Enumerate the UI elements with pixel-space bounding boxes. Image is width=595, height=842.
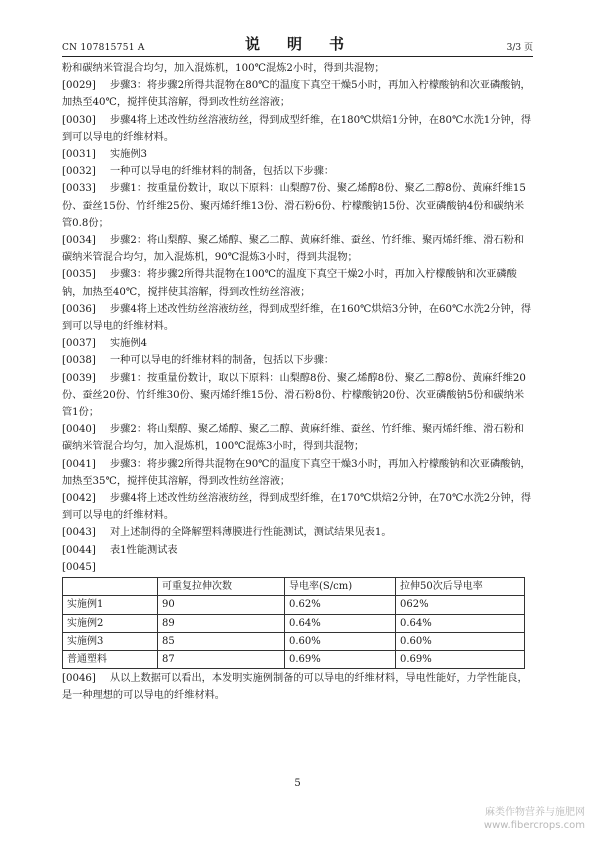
paragraph (62, 490, 532, 524)
table-cell: 0.64% (396, 614, 525, 632)
paragraph-text: 步骤3：将步骤2所得共混物在90℃的温度下真空干燥3小时，再加入柠檬酸钠和次亚磷酸钠，加热至35℃，搅拌使其溶解，得到改性纺丝溶液； (62, 458, 531, 487)
paragraph-number: [0044] (62, 544, 96, 556)
doc-number: CN 107815751 A (62, 43, 145, 53)
table-row (63, 650, 525, 668)
paragraph (62, 180, 532, 232)
document-body (62, 60, 532, 705)
paragraph (62, 524, 532, 541)
paragraph (62, 301, 532, 335)
lead-text: 粉和碳纳米管混合均匀，加入混炼机，100℃混炼2小时，得到共混物； (62, 63, 385, 74)
paragraph (62, 542, 532, 559)
paragraph (62, 456, 532, 490)
table-cell: 0.64% (285, 614, 396, 632)
paragraph-number: [0038] (62, 355, 96, 367)
table-header-cell: 拉伸50次后导电率 (396, 578, 525, 596)
paragraph (62, 421, 532, 455)
table-header-cell: 可重复拉伸次数 (158, 578, 285, 596)
paragraph (62, 146, 532, 163)
table-cell: 89 (158, 614, 285, 632)
paragraph-number: [0032] (62, 166, 96, 178)
paragraph-text: 步骤4将上述改性纺丝溶液纺丝，得到成型纤维，在160℃烘焙3分钟，在60℃水洗2分钟，得到可以导电的纤维材料。 (62, 303, 532, 333)
watermark-url: www.fibercrops.com (483, 820, 585, 831)
paragraph (62, 670, 532, 704)
table-cell: 0.69% (285, 650, 396, 668)
paragraph-text: 实施例4 (110, 338, 148, 350)
paragraph-text: 实施例3 (110, 149, 148, 161)
paragraph-text: 步骤3：将步骤2所得共混物在80℃的温度下真空干燥5小时，再加入柠檬酸钠和次亚磷酸钠，加热至40℃，搅拌使其溶解，得到改性纺丝溶液； (62, 80, 531, 109)
paragraph-number: [0046] (62, 673, 96, 685)
paragraph-number: [0043] (62, 527, 96, 539)
watermark-site-name: 麻类作物营养与施肥网 (485, 807, 585, 818)
paragraph-text: 从以上数据可以看出，本发明实施例制备的可以导电的纤维材料，导电性能好，力学性能良，是一种理想的可以导电的纤维材料。 (62, 673, 528, 702)
paragraph-number: [0033] (62, 183, 96, 195)
paragraph (62, 232, 532, 266)
paragraph-number: [0041] (62, 458, 96, 470)
paragraph-number: [0029] (62, 80, 96, 92)
table-cell: 实施例3 (63, 632, 158, 650)
paragraph (62, 163, 532, 180)
paragraph-list (62, 77, 532, 576)
table-cell: 实施例1 (63, 596, 158, 614)
table-row (63, 614, 525, 632)
table-cell: 实施例2 (63, 614, 158, 632)
paragraph-number: [0036] (62, 303, 96, 315)
paragraph (62, 266, 532, 300)
table-cell: 85 (158, 632, 285, 650)
table-cell: 0.69% (396, 650, 525, 668)
paragraph-number: [0039] (62, 372, 96, 384)
paragraph (62, 335, 532, 352)
paragraph-number: [0030] (62, 114, 96, 126)
paragraph-text: 步骤1：按重量份数计，取以下原料：山梨醇8份、聚乙烯醇8份、聚乙二醇8份、黄麻纤维20份、蚕丝20份、竹纤维30份、聚丙烯纤维15份、滑石粉8份、柠檬酸钠20份、次亚磷酸钠5份和碳纳米管1份； (62, 372, 526, 419)
table-header-cell (63, 578, 158, 596)
paragraph-text: 步骤3：将步骤2所得共混物在100℃的温度下真空干燥2小时，再加入柠檬酸钠和次亚磷酸钠，加热至40℃，搅拌使其溶解，得到改性纺丝溶液； (62, 269, 517, 298)
paragraph-text: 步骤1：按重量份数计，取以下原料：山梨醇7份、聚乙烯醇8份、聚乙二醇8份、黄麻纤维15份、蚕丝15份、竹纤维25份、聚丙烯纤维13份、滑石粉6份、柠檬酸钠15份、次亚磷酸钠4份和碳纳米管0.8份； (62, 183, 526, 229)
table-body (63, 596, 525, 669)
paragraph (62, 370, 532, 422)
table-cell: 普通塑料 (63, 650, 158, 668)
paragraph-number: [0035] (62, 269, 96, 281)
page-indicator: 3/3 页 (506, 43, 533, 53)
table-cell: 0.60% (396, 632, 525, 650)
paragraph-text: 一种可以导电的纤维材料的制备，包括以下步骤： (110, 166, 335, 178)
paragraph-number: [0031] (62, 149, 96, 161)
table-header-row (63, 578, 525, 596)
paragraph-text: 步骤4将上述改性纺丝溶液纺丝，得到成型纤维，在180℃烘焙1分钟，在80℃水洗1分钟，得到可以导电的纤维材料。 (62, 114, 532, 143)
paragraph-text: 一种可以导电的纤维材料的制备，包括以下步骤： (110, 355, 335, 367)
table-cell: 87 (158, 650, 285, 668)
paragraph (62, 352, 532, 369)
paragraph (62, 77, 532, 111)
paragraph-number: [0037] (62, 338, 96, 350)
table-cell: 062% (396, 596, 525, 614)
paragraph-number: [0034] (62, 235, 96, 247)
table-header-cell: 导电率(S/cm) (285, 578, 396, 596)
doc-type-title: 说 明 书 (244, 35, 350, 53)
table-row (63, 596, 525, 614)
performance-table (62, 577, 525, 669)
page-number: 5 (294, 778, 301, 789)
paragraph-text: 步骤2：将山梨醇、聚乙烯醇、聚乙二醇、黄麻纤维、蚕丝、竹纤维、聚丙烯纤维、滑石粉和碳纳米管混合均匀，加入混炼机，100℃混炼3小时，得到共混物； (62, 424, 524, 453)
page-header (62, 34, 533, 57)
paragraph-text: 表1性能测试表 (110, 544, 178, 556)
table-row (63, 632, 525, 650)
paragraph-text: 对上述制得的全降解塑料薄膜进行性能测试，测试结果见表1。 (110, 527, 392, 539)
watermark (484, 806, 585, 832)
paragraph (62, 112, 532, 146)
paragraph-text: 步骤4将上述改性纺丝溶液纺丝，得到成型纤维，在170℃烘焙2分钟，在70℃水洗2分钟，得到可以导电的纤维材料。 (62, 493, 532, 522)
table-cell: 90 (158, 596, 285, 614)
paragraph (62, 559, 532, 576)
paragraph-number: [0045] (62, 561, 96, 573)
paragraph-number: [0040] (62, 424, 96, 436)
table-cell: 0.60% (285, 632, 396, 650)
paragraph-number: [0042] (62, 493, 96, 505)
paragraph-text: 步骤2：将山梨醇、聚乙烯醇、聚乙二醇、黄麻纤维、蚕丝、竹纤维、聚丙烯纤维、滑石粉和碳纳米管混合均匀，加入混炼机，90℃混炼3小时，得到共混物； (62, 235, 524, 264)
table-cell: 0.62% (285, 596, 396, 614)
